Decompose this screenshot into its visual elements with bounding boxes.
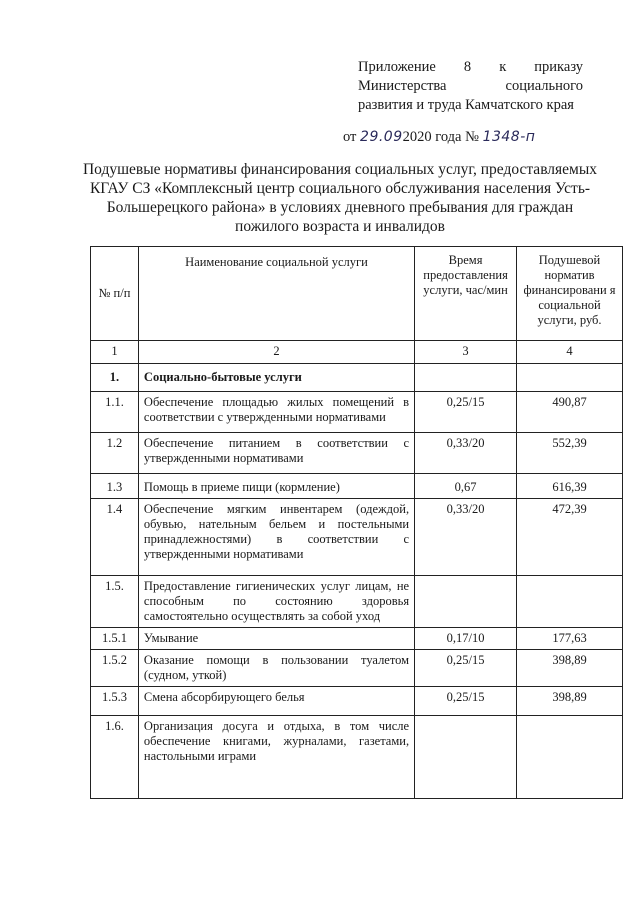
table-row — [91, 499, 623, 576]
table-index-row — [91, 341, 623, 364]
appendix-line-1: Приложение 8 к приказу — [358, 59, 583, 75]
row-service-name: Обеспечение питанием в соответствии с утвержденными нормативами — [138, 433, 414, 474]
order-date-handwritten: 29.09 — [360, 129, 403, 145]
appendix-block — [358, 58, 583, 115]
row-number: 1. — [91, 364, 139, 392]
row-service-name: Помощь в приеме пищи (кормление) — [138, 474, 414, 499]
row-service-name: Оказание помощи в пользовании туалетом (судном, уткой) — [138, 650, 414, 687]
order-middle: 2020 года № — [402, 129, 479, 145]
row-time — [415, 576, 517, 628]
row-norm — [517, 576, 623, 628]
row-service-name: Социально-бытовые услуги — [138, 364, 414, 392]
row-number: 1.2 — [91, 433, 139, 474]
index-cell: 2 — [138, 341, 414, 364]
row-number: 1.5.3 — [91, 687, 139, 716]
row-norm: 472,39 — [517, 499, 623, 576]
row-number: 1.3 — [91, 474, 139, 499]
header-num: № п/п — [91, 247, 139, 341]
table-row — [91, 687, 623, 716]
row-norm — [517, 364, 623, 392]
appendix-line-3: развития и труда Камчатского края — [358, 97, 574, 113]
row-time: 0,25/15 — [415, 650, 517, 687]
row-time: 0,33/20 — [415, 433, 517, 474]
row-service-name: Умывание — [138, 628, 414, 650]
index-cell: 4 — [517, 341, 623, 364]
row-time: 0,25/15 — [415, 687, 517, 716]
row-norm: 398,89 — [517, 650, 623, 687]
header-time: Время предоставления услуги, час/мин — [415, 247, 517, 341]
index-cell: 1 — [91, 341, 139, 364]
row-time — [415, 364, 517, 392]
services-table — [90, 246, 623, 799]
row-norm — [517, 716, 623, 799]
row-service-name: Предоставление гигиенических услуг лицам, не способным по состоянию здоровья самостоятельно осуществлять за собой уход — [138, 576, 414, 628]
row-service-name: Организация досуга и отдыха, в том числе обеспечение книгами, журналами, газетами, настольными играми — [138, 716, 414, 799]
row-number: 1.1. — [91, 392, 139, 433]
row-norm: 616,39 — [517, 474, 623, 499]
row-number: 1.4 — [91, 499, 139, 576]
order-number-handwritten: 1348-п — [482, 129, 536, 145]
row-time: 0,25/15 — [415, 392, 517, 433]
table-row — [91, 433, 623, 474]
row-service-name: Смена абсорбирующего белья — [138, 687, 414, 716]
row-norm: 177,63 — [517, 628, 623, 650]
table-row — [91, 474, 623, 499]
row-number: 1.6. — [91, 716, 139, 799]
table-row — [91, 392, 623, 433]
table-row — [91, 364, 623, 392]
header-name: Наименование социальной услуги — [138, 247, 414, 341]
table-row — [91, 716, 623, 799]
header-norm: Подушевой норматив финансировани я социальной услуги, руб. — [517, 247, 623, 341]
row-service-name: Обеспечение мягким инвентарем (одеждой, обувью, нательным бельем и постельными принадлежностями) в соответствии с утвержденными нормативами — [138, 499, 414, 576]
order-reference — [343, 128, 603, 147]
row-number: 1.5.2 — [91, 650, 139, 687]
row-norm: 490,87 — [517, 392, 623, 433]
index-cell: 3 — [415, 341, 517, 364]
table-header-row — [91, 247, 623, 341]
row-number: 1.5. — [91, 576, 139, 628]
row-service-name: Обеспечение площадью жилых помещений в соответствии с утвержденными нормативами — [138, 392, 414, 433]
row-time: 0,33/20 — [415, 499, 517, 576]
appendix-line-2: Министерства социального — [358, 78, 583, 94]
order-prefix: от — [343, 129, 357, 145]
row-time — [415, 716, 517, 799]
document-title: Подушевые нормативы финансирования социальных услуг, предоставляемых КГАУ СЗ «Комплексный центр социального обслуживания населения Усть-Большерецкого района» в условиях дневного пребывания для граждан пожилого возраста и инвалидов — [82, 161, 598, 235]
row-norm: 398,89 — [517, 687, 623, 716]
table-row — [91, 628, 623, 650]
row-time: 0,17/10 — [415, 628, 517, 650]
table-row — [91, 650, 623, 687]
row-number: 1.5.1 — [91, 628, 139, 650]
row-time: 0,67 — [415, 474, 517, 499]
row-norm: 552,39 — [517, 433, 623, 474]
table-row — [91, 576, 623, 628]
